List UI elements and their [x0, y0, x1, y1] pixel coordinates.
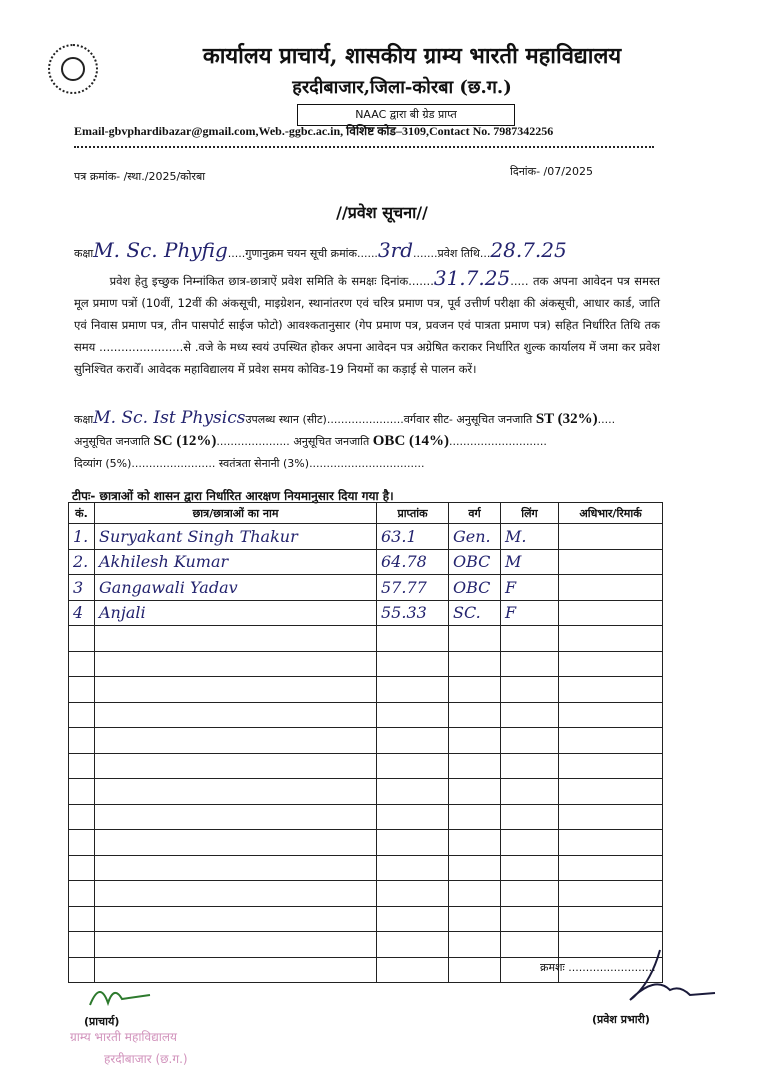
cell-empty	[377, 957, 449, 983]
sc-label: अनुसूचित जनजाति	[74, 435, 150, 448]
cell-empty	[559, 779, 663, 805]
cell-empty	[559, 651, 663, 677]
cell-empty	[501, 753, 559, 779]
cell-empty	[449, 906, 501, 932]
cell-empty	[377, 677, 449, 703]
cell-empty	[449, 881, 501, 907]
table-row-empty	[69, 677, 663, 703]
cell-empty	[377, 804, 449, 830]
table-row-empty	[69, 881, 663, 907]
cell-empty	[559, 881, 663, 907]
table-row-empty	[69, 702, 663, 728]
college-stamp-line1: ग्राम्य भारती महाविद्यालय	[70, 1030, 177, 1044]
cell-empty	[501, 906, 559, 932]
cell-gender: F	[501, 600, 559, 626]
class-value: M. Sc. Phyfig	[93, 238, 228, 262]
divyang-quota: दिव्यांग (5%)	[74, 457, 132, 470]
student-table	[68, 502, 663, 983]
cell-empty	[501, 702, 559, 728]
cell-category: SC.	[449, 600, 501, 626]
cell-empty	[69, 779, 95, 805]
cell-gender: M.	[501, 524, 559, 550]
merit-value: 3rd	[377, 238, 414, 262]
cell-empty	[559, 855, 663, 881]
letter-date: दिनांक- /07/2025	[510, 165, 593, 178]
cell-empty	[95, 728, 377, 754]
cell-remark	[559, 549, 663, 575]
cell-empty	[95, 906, 377, 932]
cell-gender: M	[501, 549, 559, 575]
col-sno: कं.	[69, 503, 95, 524]
table-row	[69, 575, 663, 601]
cell-empty	[377, 932, 449, 958]
cell-empty	[69, 702, 95, 728]
cell-empty	[501, 804, 559, 830]
cell-empty	[559, 906, 663, 932]
letter-number: पत्र क्रमांक- /स्था./2025/कोरबा	[74, 170, 206, 183]
cell-empty	[501, 855, 559, 881]
cell-empty	[559, 728, 663, 754]
cell-empty	[95, 626, 377, 652]
table-row	[69, 549, 663, 575]
cell-empty	[95, 830, 377, 856]
cell-empty	[449, 626, 501, 652]
col-category: वर्ग	[449, 503, 501, 524]
seat-class-value: M. Sc. Ist Physics	[93, 408, 246, 428]
principal-signature	[80, 975, 160, 1015]
cell-empty	[69, 830, 95, 856]
incharge-signature	[600, 945, 720, 1015]
cell-name: Anjali	[95, 600, 377, 626]
cell-empty	[69, 753, 95, 779]
notice-paragraph: प्रवेश हेतु इच्छुक निम्नांकित छात्र-छात्राऐं प्रवेश समिति के समक्षः दिनांक.......31.7.25..... तक अपना आवेदन पत्र समस्त मूल प्रमाण पत्रों (10वीं, 12वीं की अंकसूची, माइग्रेशन, स्थानांतरण एवं चरित्र प्रमाण पत्र, पूर्व उत्तीर्ण परीक्षा की अंकसूची, आधार कार्ड, जाति एवं निवास प्रमाण पत्र, तीन पासपोर्ट साईज फोटो) आवश्कतानुसार (गेप प्रमाण पत्र, प्रवजन एवं पात्रता प्रमाण पत्र) सहित निर्धारित तिथि तक समय .......................से .वजे के मध्य स्वयं उपस्थित होकर अपना आवेदन पत्र अग्रेषित कराकर निर्धारित शुल्क कार्यालय में जमा कर प्रवेश सुनिश्चित करावेँ। आवेदक महाविद्यालय में प्रवेश समय कोविड-19 नियमों का कड़ाई से पालन करें।	[74, 266, 660, 376]
cell-empty	[449, 932, 501, 958]
col-marks: प्राप्तांक	[377, 503, 449, 524]
cell-name: Akhilesh Kumar	[95, 549, 377, 575]
cell-remark	[559, 575, 663, 601]
cell-empty	[501, 626, 559, 652]
table-header-row	[69, 503, 663, 524]
cell-empty	[95, 779, 377, 805]
para-date: 31.7.25	[433, 266, 511, 290]
cell-empty	[377, 728, 449, 754]
cell-empty	[377, 753, 449, 779]
cell-empty	[69, 728, 95, 754]
incharge-label: (प्रवेश प्रभारी)	[592, 1013, 650, 1026]
st-quota: ST (32%)	[535, 411, 598, 427]
cell-empty	[559, 677, 663, 703]
table-row-empty	[69, 753, 663, 779]
cell-empty	[449, 804, 501, 830]
seat-line-3: दिव्यांग (5%)........................ स्वतंत्रता सेनानी (3%).................................	[74, 457, 425, 470]
cell-empty	[449, 779, 501, 805]
seat-class-label: कक्षा	[74, 413, 94, 426]
cell-empty	[377, 702, 449, 728]
cell-empty	[95, 753, 377, 779]
table-row-empty	[69, 855, 663, 881]
cell-empty	[377, 779, 449, 805]
cell-empty	[501, 830, 559, 856]
cell-empty	[95, 677, 377, 703]
cell-empty	[449, 702, 501, 728]
cell-empty	[69, 651, 95, 677]
cell-empty	[95, 651, 377, 677]
cell-sno: 4	[69, 600, 95, 626]
cell-marks: 57.77	[377, 575, 449, 601]
cell-marks: 63.1	[377, 524, 449, 550]
table-row	[69, 524, 663, 550]
reservation-note: टीपः- छात्राओं को शासन द्वारा निर्धारित आरक्षण नियमानुसार दिया गया है।	[72, 489, 394, 503]
para-rest: तक अपना आवेदन पत्र समस्त मूल प्रमाण पत्रों (10वीं, 12वीं की अंकसूची, माइग्रेशन, स्थानांतरण एवं चरित्र प्रमाण पत्र, पूर्व उत्तीर्ण परीक्षा की अंकसूची, आधार कार्ड, जाति एवं निवास प्रमाण पत्र, तीन पासपोर्ट साईज फोटो) आवश्कतानुसार (गेप प्रमाण पत्र, प्रवजन एवं पात्रता प्रमाण पत्र) सहित निर्धारित तिथि तक समय .......................से .वजे के मध्य स्वयं उपस्थित होकर अपना आवेदन पत्र अग्रेषित कराकर निर्धारित शुल्क कार्यालय में जमा कर प्रवेश सुनिश्चित करावेँ। आवेदक महाविद्यालय में प्रवेश समय कोविड-19 नियमों का कड़ाई से पालन करें।	[74, 274, 660, 376]
merit-label: गुणानुक्रम चयन सूची क्रमांक	[245, 247, 357, 260]
cell-empty	[449, 753, 501, 779]
cell-empty	[69, 677, 95, 703]
principal-label: (प्राचार्य)	[84, 1015, 120, 1028]
cell-empty	[377, 906, 449, 932]
cell-empty	[501, 651, 559, 677]
cell-empty	[501, 881, 559, 907]
cell-empty	[449, 855, 501, 881]
para-start: प्रवेश हेतु इच्छुक निम्नांकित छात्र-छात्राऐं प्रवेश समिति के समक्षः दिनांक	[109, 274, 409, 288]
cell-empty	[559, 753, 663, 779]
cell-sno: 2.	[69, 549, 95, 575]
notice-title: //प्रवेश सूचना//	[336, 203, 428, 222]
class-label: कक्षा	[74, 247, 94, 260]
available-seat-label: उपलब्ध स्थान (सीट)	[245, 413, 327, 426]
continued-label: क्रमशः .........................	[540, 961, 656, 974]
cell-empty	[69, 881, 95, 907]
freedom-fighter-quota: स्वतंत्रता सेनानी (3%)	[218, 457, 310, 470]
col-remark: अधिभार/रिमार्क	[559, 503, 663, 524]
cell-remark	[559, 524, 663, 550]
cell-empty	[69, 906, 95, 932]
col-name: छात्र/छात्राओं का नाम	[95, 503, 377, 524]
cell-empty	[501, 677, 559, 703]
table-row-empty	[69, 779, 663, 805]
cell-name: Gangawali Yadav	[95, 575, 377, 601]
cell-empty	[449, 957, 501, 983]
cell-remark	[559, 600, 663, 626]
cell-marks: 55.33	[377, 600, 449, 626]
cell-category: OBC	[449, 575, 501, 601]
cell-empty	[449, 651, 501, 677]
table-row-empty	[69, 804, 663, 830]
cell-empty	[449, 677, 501, 703]
cell-name: Suryakant Singh Thakur	[95, 524, 377, 550]
contact-line: Email-gbvphardibazar@gmail.com,Web.-ggbc.ac.in, विशिष्ट कोड–3109,Contact No. 7987342256	[74, 124, 554, 138]
table-row-empty	[69, 932, 663, 958]
sc-quota: SC (12%)	[153, 433, 217, 449]
cell-empty	[559, 702, 663, 728]
cell-empty	[377, 855, 449, 881]
class-line: कक्षाM. Sc. Phyfig.....गुणानुक्रम चयन सूची क्रमांक......3rd.......प्रवेश तिथि...28.7.25	[74, 238, 567, 262]
seat-line-2: अनुसूचित जनजाति SC (12%)..................... अनुसूचित जनजाति OBC (14%)............................	[74, 433, 547, 449]
table-row	[69, 600, 663, 626]
table-row-empty	[69, 651, 663, 677]
table-row-empty	[69, 906, 663, 932]
cell-sno: 3	[69, 575, 95, 601]
category-label: वर्गवार सीट- अनुसूचित जनजाति	[403, 413, 533, 426]
cell-empty	[559, 626, 663, 652]
cell-category: OBC	[449, 549, 501, 575]
cell-empty	[501, 728, 559, 754]
admission-date-label: प्रवेश तिथि	[437, 247, 480, 260]
table-row-empty	[69, 728, 663, 754]
naac-box: NAAC द्वारा बी ग्रेड प्राप्त	[297, 104, 515, 126]
obc-quota: OBC (14%)	[372, 433, 450, 449]
cell-empty	[501, 932, 559, 958]
cell-gender: F	[501, 575, 559, 601]
seat-line-1: कक्षाM. Sc. Ist Physicsउपलब्ध स्थान (सीट)......................वर्गवार सीट- अनुसूचित जनजाति ST (32%).....	[74, 408, 616, 428]
cell-empty	[95, 932, 377, 958]
cell-empty	[449, 830, 501, 856]
cell-empty	[69, 804, 95, 830]
admission-date-value: 28.7.25	[490, 238, 567, 262]
cell-sno: 1.	[69, 524, 95, 550]
cell-empty	[69, 855, 95, 881]
table-row-empty	[69, 830, 663, 856]
cell-category: Gen.	[449, 524, 501, 550]
cell-empty	[95, 881, 377, 907]
col-gender: लिंग	[501, 503, 559, 524]
cell-empty	[501, 779, 559, 805]
header-divider	[74, 146, 654, 148]
cell-empty	[377, 651, 449, 677]
cell-empty	[377, 830, 449, 856]
cell-empty	[559, 804, 663, 830]
table-row-empty	[69, 626, 663, 652]
obc-label: अनुसूचित जनजाति	[293, 435, 370, 448]
office-title: कार्यालय प्राचार्य, शासकीय ग्राम्य भारती महाविद्यालय	[202, 43, 622, 69]
cell-empty	[377, 881, 449, 907]
cell-empty	[449, 728, 501, 754]
cell-marks: 64.78	[377, 549, 449, 575]
cell-empty	[559, 830, 663, 856]
cell-empty	[69, 626, 95, 652]
table-body	[69, 524, 663, 983]
cell-empty	[377, 626, 449, 652]
cell-empty	[69, 932, 95, 958]
cell-empty	[95, 702, 377, 728]
college-stamp-line2: हरदीबाजार (छ.ग.)	[104, 1052, 188, 1066]
cell-empty	[95, 855, 377, 881]
office-address: हरदीबाजार,जिला-कोरबा (छ.ग.)	[292, 77, 512, 98]
cell-empty	[95, 804, 377, 830]
